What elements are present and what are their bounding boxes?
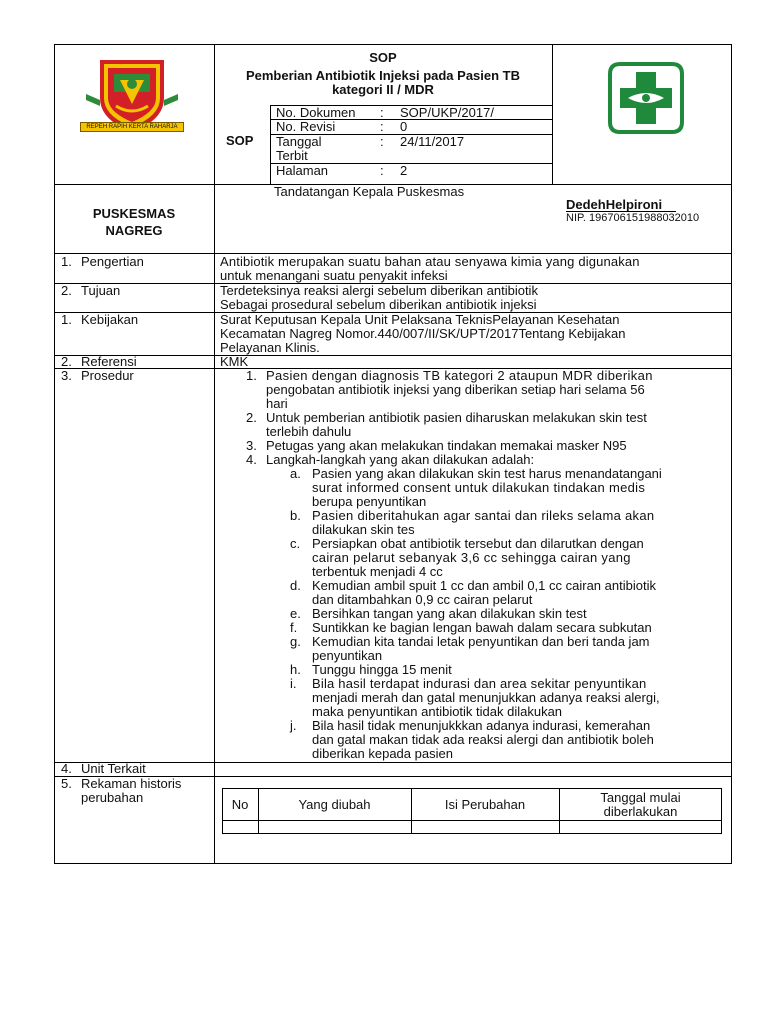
substep-letter: c. (290, 536, 301, 551)
step-text: hari (266, 396, 288, 411)
substep-text: Kemudian ambil spuit 1 cc dan ambil 0,1 cc cairan antibiotik (312, 578, 656, 593)
meta-sep: : (380, 105, 384, 120)
kebijakan-text-line-1: Surat Keputusan Kepala Unit Pelaksana TeknisPelayanan Kesehatan (220, 312, 620, 327)
step-text: Pasien dengan diagnosis TB kategori 2 ataupun MDR diberikan (266, 368, 653, 383)
meta-val-halaman: 2 (400, 163, 408, 178)
substep-letter: j. (290, 718, 297, 733)
meta-sep: : (380, 134, 384, 149)
row-label-rekaman: Rekaman historis (81, 776, 182, 791)
substep-text: cairan pelarut sebanyak 3,6 cc sehingga cairan yang (312, 550, 631, 565)
step-number: 4. (246, 452, 257, 467)
row-number: 1. (61, 312, 72, 327)
tujuan-text-line-1: Terdeteksinya reaksi alergi sebelum diberikan antibiotik (220, 283, 538, 298)
substep-letter: i. (290, 676, 297, 691)
step-text: terlebih dahulu (266, 424, 352, 439)
referensi-value: KMK (220, 354, 249, 369)
row-number: 2. (61, 354, 72, 369)
meta-key-tanggal: Tanggal (276, 134, 322, 149)
step-text: Untuk pemberian antibiotik pasien diharuskan melakukan skin test (266, 410, 647, 425)
meta-val-dokumen: SOP/UKP/2017/ (400, 105, 494, 120)
row-number: 5. (61, 776, 72, 791)
meta-left-line (270, 105, 271, 184)
row-label-pengertian: Pengertian (81, 254, 144, 269)
row-line (54, 355, 732, 356)
sop-side-label: SOP (226, 133, 254, 148)
row-number: 3. (61, 368, 72, 383)
row-label-unit-terkait: Unit Terkait (81, 761, 146, 776)
history-header-no: No (231, 797, 249, 812)
history-header-line (222, 820, 722, 821)
history-header-date: Tanggal mulai (600, 790, 681, 805)
substep-text: Pasien yang akan dilakukan skin test harus menandatangani (312, 466, 662, 481)
signature-caption: Tandatangan Kepala Puskesmas (274, 184, 465, 199)
substep-letter: b. (290, 508, 301, 523)
substep-text: Persiapkan obat antibiotik tersebut dan dilarutkan dengan (312, 536, 644, 551)
substep-letter: f. (290, 620, 298, 635)
puskesmas-cross-icon (606, 60, 686, 136)
org-name-line-1: PUSKESMAS (92, 206, 176, 221)
org-name-line-2: NAGREG (105, 223, 163, 238)
step-text: pengobatan antibiotik injeksi yang diberikan setiap hari selama 56 (266, 382, 645, 397)
substep-letter: e. (290, 606, 301, 621)
history-header-date: diberlakukan (603, 804, 678, 819)
step-text: Petugas yang akan melakukan tindakan memakai masker N95 (266, 438, 627, 453)
kebijakan-text-line-3: Pelayanan Klinis. (220, 340, 320, 355)
substep-text: terbentuk menjadi 4 cc (312, 564, 443, 579)
sop-document (54, 44, 732, 864)
row-number: 4. (61, 761, 72, 776)
row-label-rekaman: perubahan (81, 790, 144, 805)
tujuan-text-line-2: Sebagai prosedural sebelum diberikan antibiotik injeksi (220, 297, 537, 312)
label-column-divider (214, 44, 215, 758)
substep-text: dilakukan skin tes (312, 522, 415, 537)
substep-letter: h. (290, 662, 301, 677)
step-number: 3. (246, 438, 257, 453)
meta-sep: : (380, 163, 384, 178)
substep-text: Bila hasil tidak menunjukkkan adanya indurasi, kemerahan (312, 718, 651, 733)
title-line-2: kategori II / MDR (332, 82, 434, 97)
substep-text: Pasien diberitahukan agar santai dan rileks selama akan (312, 508, 655, 523)
substep-text: diberikan kepada pasien (312, 746, 453, 761)
row-label-tujuan: Tujuan (81, 283, 121, 298)
sop-heading: SOP (369, 50, 397, 65)
head-nip: NIP. 196706151988032010 (566, 212, 700, 224)
crest-banner-text: REPEH RAPIH KERTA RAHARJA (86, 124, 178, 130)
pengertian-text-line-2: untuk menangani suatu penyakit infeksi (220, 268, 448, 283)
row-number: 1. (61, 254, 72, 269)
meta-key-halaman: Halaman (276, 163, 329, 178)
substep-text: Kemudian kita tandai letak penyuntikan dan beri tanda jam (312, 634, 650, 649)
row-label-kebijakan: Kebijakan (81, 312, 139, 327)
title-line-1: Pemberian Antibiotik Injeksi pada Pasien TB (245, 68, 521, 83)
pengertian-text-line-1: Antibiotik merupakan suatu bahan atau senyawa kimia yang digunakan (220, 254, 640, 269)
substep-letter: a. (290, 466, 301, 481)
step-text: Langkah-langkah yang akan dilakukan adalah: (266, 452, 535, 467)
row-line (54, 762, 732, 763)
meta-val-tanggal: 24/11/2017 (400, 134, 465, 149)
substep-text: surat informed consent untuk dilakukan tindakan medis (312, 480, 646, 495)
head-name: DedehHelpironi (566, 197, 663, 212)
substep-text: Suntikkan ke bagian lengan bawah dalam secara subkutan (312, 620, 652, 635)
meta-key-dokumen: No. Dokumen (276, 105, 356, 120)
substep-text: maka penyuntikan antibiotik tidak dilakukan (312, 704, 563, 719)
crest-banner (80, 122, 184, 132)
substep-text: dan gatal makan tidak ada reaksi alergi dan antibiotik boleh (312, 732, 654, 747)
meta-sep: : (380, 119, 384, 134)
row-number: 2. (61, 283, 72, 298)
substep-text: Bersihkan tangan yang akan dilakukan skin test (312, 606, 587, 621)
step-number: 2. (246, 410, 257, 425)
meta-key-revisi: No. Revisi (276, 119, 336, 134)
history-header-content: Isi Perubahan (444, 797, 526, 812)
meta-val-revisi: 0 (400, 119, 408, 134)
substep-text: menjadi merah dan gatal menunjukkan adanya reaksi alergi, (312, 690, 660, 705)
substep-text: Tunggu hingga 15 menit (312, 662, 452, 677)
row-label-prosedur: Prosedur (81, 368, 134, 383)
logo-column-divider (552, 44, 553, 184)
substep-text: penyuntikan (312, 648, 383, 663)
substep-text: dan ditambahkan 0,9 cc cairan pelarut (312, 592, 533, 607)
label-column-divider-lower (214, 758, 215, 864)
substep-letter: d. (290, 578, 301, 593)
substep-text: berupa penyuntikan (312, 494, 427, 509)
row-label-referensi: Referensi (81, 354, 137, 369)
history-header-changed: Yang diubah (298, 797, 371, 812)
meta-key-terbit: Terbit (276, 148, 308, 163)
substep-text: Bila hasil terdapat indurasi dan area sekitar penyuntikan (312, 676, 647, 691)
kebijakan-text-line-2: Kecamatan Nagreg Nomor.440/007/II/SK/UPT/2017Tentang Kebijakan (220, 326, 626, 341)
substep-letter: g. (290, 634, 301, 649)
step-number: 1. (246, 368, 257, 383)
